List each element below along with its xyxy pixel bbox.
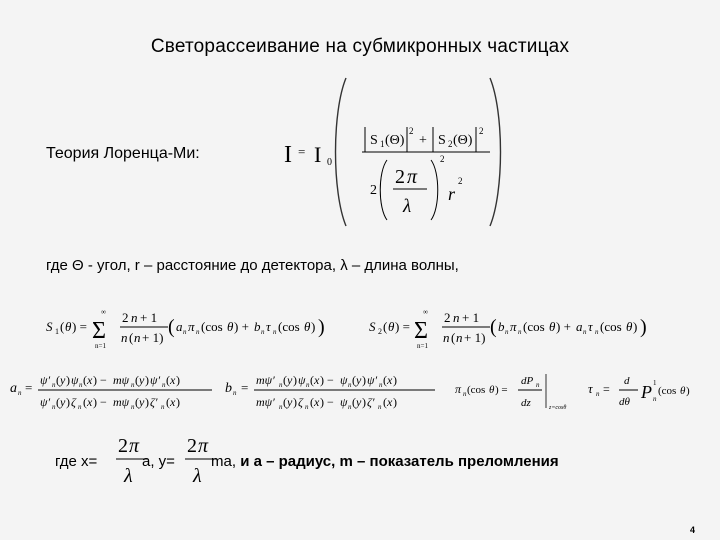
svg-text:): )	[362, 395, 366, 409]
svg-text:n: n	[233, 389, 237, 397]
svg-text:(Θ): (Θ)	[453, 133, 473, 148]
svg-text:n: n	[596, 390, 600, 398]
svg-text:(Θ): (Θ)	[385, 133, 405, 148]
svg-text:y: y	[356, 373, 362, 387]
definitions-line: где Θ - угол, r – расстояние до детектора, λ – длина волны,	[46, 257, 459, 274]
svg-text:x: x	[87, 395, 93, 409]
svg-text:(: (	[135, 373, 139, 387]
svg-text:S: S	[438, 133, 446, 148]
pin-formula	[455, 374, 566, 411]
svg-text:): )	[293, 373, 297, 387]
svg-text:n: n	[378, 403, 382, 411]
bottom-mid: a, y=	[142, 453, 175, 470]
svg-text:): )	[633, 319, 638, 334]
svg-text:n: n	[78, 403, 82, 411]
svg-text:b: b	[225, 381, 232, 396]
svg-text:2: 2	[122, 310, 129, 325]
svg-text:mψ: mψ	[113, 373, 130, 387]
svg-text:ψ: ψ	[71, 373, 79, 387]
svg-text:n=1: n=1	[417, 342, 428, 350]
svg-text:n: n	[456, 330, 463, 345]
svg-text:π: π	[407, 166, 418, 188]
svg-text:mψ′: mψ′	[256, 395, 275, 409]
bottom-line	[55, 453, 97, 470]
svg-text:n: n	[453, 310, 460, 325]
svg-text:λ: λ	[124, 465, 133, 487]
svg-text:dP: dP	[521, 375, 534, 387]
svg-text:dz: dz	[521, 397, 531, 409]
svg-text:): )	[318, 316, 325, 338]
svg-text:1: 1	[55, 327, 59, 336]
svg-text:x: x	[87, 373, 93, 387]
svg-text:n: n	[305, 403, 309, 411]
bottom-tail-bold: и a – радиус, m – показатель преломления	[240, 453, 559, 470]
svg-text:(: (	[56, 373, 60, 387]
svg-text:2: 2	[440, 154, 445, 164]
svg-text:+ 1): + 1)	[464, 330, 486, 345]
svg-text:(: (	[166, 395, 170, 409]
svg-text:(: (	[310, 395, 314, 409]
svg-text:n: n	[306, 381, 310, 389]
page-number: 4	[690, 525, 696, 535]
svg-text:n: n	[196, 328, 200, 336]
svg-text:): )	[145, 373, 149, 387]
svg-text:): )	[640, 316, 647, 338]
svg-text:ζ: ζ	[298, 395, 303, 409]
svg-text:x: x	[387, 395, 393, 409]
svg-text:S: S	[46, 319, 53, 334]
svg-text:n: n	[183, 328, 187, 336]
svg-text:mψ′: mψ′	[256, 373, 275, 387]
bottom-tail-plain: ma,	[211, 453, 241, 470]
svg-text:) −: ) −	[320, 373, 334, 387]
svg-text:n: n	[583, 328, 587, 336]
svg-text:y: y	[139, 373, 145, 387]
svg-text:θ: θ	[388, 319, 395, 334]
svg-text:r: r	[448, 184, 456, 204]
svg-text:S: S	[369, 319, 376, 334]
svg-text:+: +	[419, 133, 427, 148]
an-formula	[10, 373, 212, 411]
svg-text:n: n	[273, 328, 277, 336]
svg-text:π: π	[510, 319, 517, 334]
svg-text:n: n	[463, 390, 467, 398]
bottom-prefix: где x=	[55, 453, 98, 470]
svg-text:ψ: ψ	[340, 373, 348, 387]
svg-text:(cos: (cos	[523, 319, 545, 334]
s-functions	[40, 300, 700, 356]
svg-text:n: n	[595, 328, 599, 336]
svg-text:θ: θ	[680, 385, 686, 397]
svg-text:λ: λ	[403, 196, 412, 217]
svg-text:2: 2	[395, 166, 405, 188]
svg-text:) +: ) +	[234, 319, 249, 334]
svg-text:(: (	[352, 395, 356, 409]
svg-text:λ: λ	[193, 465, 202, 487]
svg-text:) =: ) =	[395, 319, 410, 334]
svg-text:θ: θ	[549, 319, 556, 334]
bottom-tail	[211, 453, 559, 470]
svg-text:(: (	[168, 316, 175, 338]
svg-text:): )	[293, 395, 297, 409]
svg-text:n: n	[518, 328, 522, 336]
svg-text:b: b	[254, 319, 261, 334]
svg-text:x: x	[314, 373, 320, 387]
svg-text:): )	[145, 395, 149, 409]
svg-text:n: n	[131, 403, 135, 411]
svg-text:n=1: n=1	[95, 342, 106, 350]
svg-text:=: =	[603, 382, 610, 396]
svg-text:(: (	[383, 395, 387, 409]
svg-text:(: (	[490, 316, 497, 338]
svg-text:n: n	[131, 310, 138, 325]
svg-text:y: y	[60, 395, 66, 409]
svg-text:): )	[311, 319, 316, 334]
s2-formula	[369, 308, 647, 350]
svg-text:dθ: dθ	[619, 396, 630, 408]
svg-text:ζ: ζ	[71, 395, 76, 409]
svg-text:) +: ) +	[556, 319, 571, 334]
svg-text:) =: ) =	[495, 384, 508, 396]
svg-text:P: P	[641, 382, 652, 402]
svg-text:S: S	[370, 133, 378, 148]
svg-text:x: x	[314, 395, 320, 409]
svg-text:n: n	[279, 381, 283, 389]
svg-text:(cos: (cos	[201, 319, 223, 334]
svg-text:): )	[66, 373, 70, 387]
svg-text:y: y	[60, 373, 66, 387]
svg-text:ψ: ψ	[298, 373, 306, 387]
svg-text:θ: θ	[227, 319, 234, 334]
svg-text:x: x	[170, 373, 176, 387]
svg-text:+ 1: + 1	[462, 310, 480, 325]
svg-text:): )	[362, 373, 366, 387]
svg-text:n: n	[131, 381, 135, 389]
theory-label: Теория Лоренца-Ми:	[46, 145, 200, 162]
svg-text:n: n	[161, 403, 165, 411]
svg-text:): )	[66, 395, 70, 409]
svg-text:n: n	[348, 403, 352, 411]
svg-text:θ: θ	[489, 384, 495, 396]
svg-text:a: a	[176, 319, 183, 334]
svg-text:d: d	[624, 375, 630, 387]
svg-text:2: 2	[479, 126, 484, 136]
svg-text:2: 2	[444, 310, 451, 325]
coefficient-formulas	[0, 362, 720, 418]
svg-text:): )	[686, 385, 690, 397]
svg-text:τ: τ	[588, 381, 593, 396]
intensity-formula	[270, 72, 510, 232]
svg-text:(cos: (cos	[467, 384, 486, 396]
svg-text:x: x	[387, 373, 393, 387]
svg-text:n: n	[121, 330, 128, 345]
svg-text:a: a	[576, 319, 583, 334]
svg-text:ζ′: ζ′	[150, 395, 158, 409]
svg-text:ψ: ψ	[340, 395, 348, 409]
svg-text:π: π	[455, 382, 462, 396]
svg-text:2: 2	[409, 126, 414, 136]
svg-text:1: 1	[380, 139, 385, 149]
svg-text:(: (	[135, 395, 139, 409]
svg-text:y: y	[287, 395, 293, 409]
svg-text:(: (	[83, 395, 87, 409]
s1-formula	[46, 308, 325, 350]
svg-text:(: (	[83, 373, 87, 387]
svg-text:π: π	[129, 435, 140, 457]
svg-text:τ: τ	[266, 319, 271, 334]
bn-formula	[225, 373, 435, 411]
svg-text:x: x	[170, 395, 176, 409]
svg-text:(cos: (cos	[278, 319, 300, 334]
svg-text:(: (	[352, 373, 356, 387]
svg-text:n: n	[162, 381, 166, 389]
svg-text:τ: τ	[588, 319, 593, 334]
svg-text:(: (	[283, 373, 287, 387]
svg-text:z=cosθ: z=cosθ	[549, 405, 567, 411]
svg-text:θ: θ	[304, 319, 311, 334]
svg-text:=: =	[241, 380, 249, 395]
svg-text:n: n	[52, 403, 56, 411]
svg-text:(: (	[383, 373, 387, 387]
svg-text:(: (	[383, 319, 388, 334]
svg-text:(: (	[60, 319, 65, 334]
svg-text:) =: ) =	[72, 319, 87, 334]
svg-text:1: 1	[653, 379, 657, 387]
svg-text:n: n	[279, 403, 283, 411]
svg-text:(cos: (cos	[600, 319, 622, 334]
svg-text:2: 2	[458, 176, 463, 186]
svg-text:n: n	[134, 330, 141, 345]
svg-text:n: n	[379, 381, 383, 389]
svg-text:) −: ) −	[93, 373, 107, 387]
svg-text:∞: ∞	[101, 308, 106, 316]
svg-text:2: 2	[370, 183, 377, 198]
svg-text:I: I	[284, 142, 292, 168]
svg-text:θ: θ	[626, 319, 633, 334]
svg-text:ζ′: ζ′	[367, 395, 375, 409]
svg-text:ψ′: ψ′	[367, 373, 378, 387]
svg-text:=: =	[25, 380, 33, 395]
svg-text:) −: ) −	[320, 395, 334, 409]
svg-text:n: n	[443, 330, 450, 345]
svg-text:(: (	[310, 373, 314, 387]
svg-text:): )	[393, 395, 397, 409]
svg-text:0: 0	[327, 157, 332, 168]
svg-text:): )	[393, 373, 397, 387]
svg-text:n: n	[653, 395, 657, 403]
svg-text:Σ: Σ	[414, 318, 428, 344]
svg-text:I: I	[314, 142, 322, 167]
svg-text:n: n	[505, 328, 509, 336]
svg-text:(: (	[56, 395, 60, 409]
svg-text:n: n	[18, 389, 22, 397]
svg-text:(cos: (cos	[658, 385, 677, 397]
svg-text:a: a	[10, 381, 17, 396]
svg-text:): )	[176, 395, 180, 409]
svg-text:2: 2	[187, 435, 197, 457]
svg-text:(: (	[166, 373, 170, 387]
svg-text:(: (	[451, 330, 456, 345]
svg-text:ψ′: ψ′	[40, 373, 51, 387]
svg-text:=: =	[298, 144, 306, 159]
svg-text:): )	[176, 373, 180, 387]
svg-text:y: y	[287, 373, 293, 387]
svg-text:(: (	[129, 330, 134, 345]
svg-text:(: (	[283, 395, 287, 409]
svg-text:) −: ) −	[93, 395, 107, 409]
taun-formula	[588, 375, 690, 408]
svg-text:mψ: mψ	[113, 395, 130, 409]
svg-text:θ: θ	[65, 319, 72, 334]
svg-text:b: b	[498, 319, 505, 334]
svg-text:+ 1): + 1)	[142, 330, 164, 345]
svg-text:2: 2	[378, 327, 382, 336]
svg-text:π: π	[198, 435, 209, 457]
svg-text:n: n	[52, 381, 56, 389]
svg-text:+ 1: + 1	[140, 310, 158, 325]
slide-title: Светорассеивание на субмикронных частицах	[150, 36, 570, 57]
svg-text:n: n	[261, 328, 265, 336]
svg-text:π: π	[188, 319, 195, 334]
svg-text:n: n	[536, 381, 540, 389]
svg-text:n: n	[348, 381, 352, 389]
svg-text:2: 2	[448, 139, 453, 149]
svg-text:ψ′: ψ′	[40, 395, 51, 409]
svg-text:Σ: Σ	[92, 318, 106, 344]
svg-text:ψ′: ψ′	[150, 373, 161, 387]
svg-text:∞: ∞	[423, 308, 428, 316]
svg-text:n: n	[79, 381, 83, 389]
svg-text:2: 2	[118, 435, 128, 457]
svg-text:y: y	[139, 395, 145, 409]
svg-text:y: y	[356, 395, 362, 409]
